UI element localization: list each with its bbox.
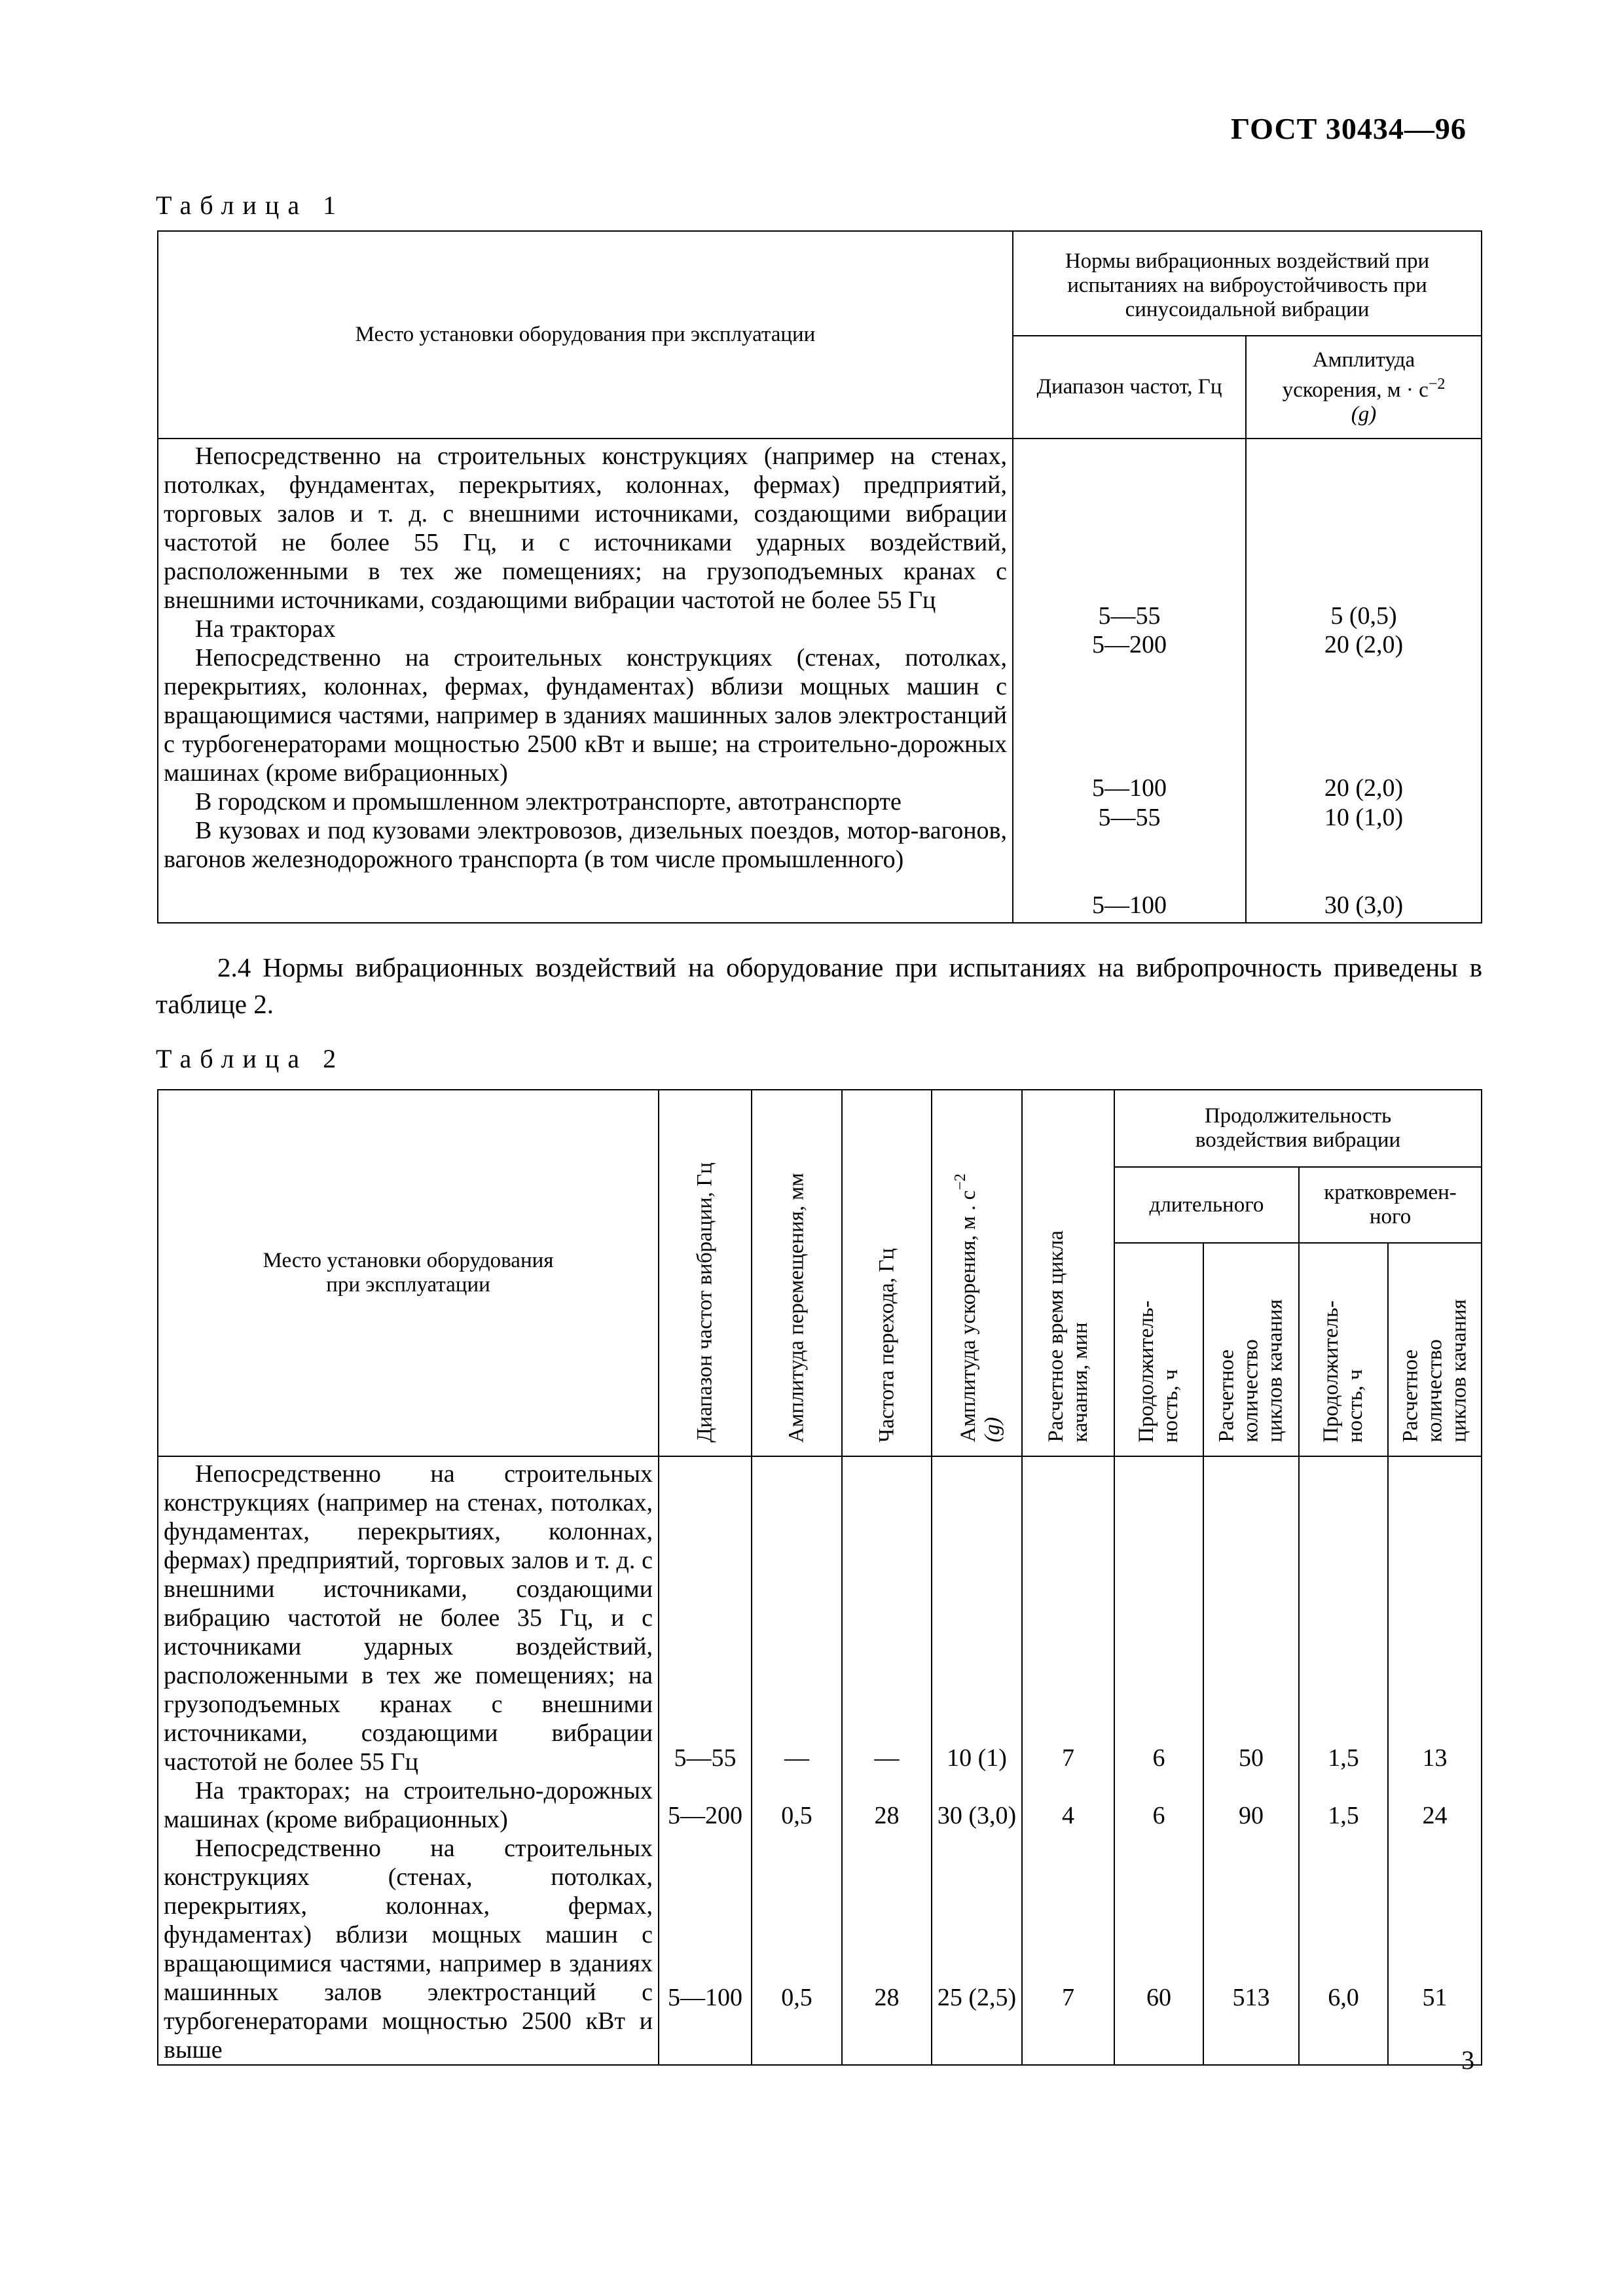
table1-header-group: Нормы вибрационных воздействий при испытаниях на виброустойчивость при синусоидальной вибрации: [1013, 231, 1482, 336]
table2-row-2-text: На тракторах; на строительно-дорожных машинах (кроме вибрационных): [164, 1777, 653, 1833]
paragraph-2-4: 2.4 Нормы вибрационных воздействий на оборудование при испытаниях на вибропрочность приведены в таблице 2.: [156, 952, 1482, 1019]
table2-row-1-val-5: 7: [1062, 1744, 1074, 1772]
table2-col-2: [752, 1456, 842, 2065]
table2-header-acceleration: Амплитуда ускорения, м . $с^{-2}$ (g): [932, 1090, 1022, 1456]
table2-col-1: [659, 1456, 752, 2065]
table2-col-4: [932, 1456, 1022, 2065]
table2-row-2-val-1: 5—200: [668, 1802, 742, 1829]
table2-row-2-val-9: 24: [1422, 1802, 1448, 1829]
table2-row-3-text: Непосредственно на строительных конструкциях (стенах, потолках, перекрытиях, колоннах, фермах, фундаментах) вблизи мощных машин с вращающимися частями, например в зданиях машинных залов электростанций с турбогенераторами мощностью 2500 кВт и выше: [164, 1835, 653, 2064]
table2-row-2-val-4: 30 (3,0): [937, 1802, 1017, 1829]
table1-row-1-text: Непосредственно на строительных конструкциях (например на стенах, потолках, фундаментах, перекрытиях, колоннах, фермах) предприятий, торговых залов и т. д. с внешними источниками, создающими вибрации частотой не более 55 Гц, и с источниками ударных воздействий, расположенными в тех же помещениях; на грузоподъемных кранах с внешними источниками, создающими вибрации частотой не более 55 Гц: [164, 442, 1007, 614]
table2-row-3-val-2: 0,5: [781, 1984, 812, 2011]
table2-header-place: Место установки оборудования при эксплуатации: [158, 1090, 659, 1456]
table2-row-1-val-9: 13: [1422, 1744, 1448, 1772]
table1-row-5-accel: 30 (3,0): [1324, 891, 1404, 919]
table2-header-duration-h-short: Продолжитель- ность, ч: [1299, 1243, 1388, 1456]
table1-row-4-accel: 10 (1,0): [1324, 804, 1404, 831]
table1-body-freq: [1013, 439, 1246, 923]
table2-row-1-val-2: —: [784, 1744, 809, 1772]
table2-header-short: кратковремен- ного: [1299, 1167, 1482, 1243]
table2-header-cycle-time: Расчетное время цикла качания, мин: [1022, 1090, 1114, 1456]
table2-row-1-val-3: —: [874, 1744, 900, 1772]
table2-header-displacement: Амплитуда перемещения, мм: [752, 1090, 842, 1456]
table1-header-place: Место установки оборудования при эксплуатации: [158, 231, 1013, 439]
table2-col-8: [1299, 1456, 1388, 2065]
table2-row-2-val-7: 90: [1239, 1802, 1264, 1829]
table2-row-2-val-8: 1,5: [1328, 1802, 1359, 1829]
table1-row-2-freq: 5—200: [1092, 631, 1167, 658]
table2-row-1-val-7: 50: [1239, 1744, 1264, 1772]
table2-row-3-val-1: 5—100: [668, 1984, 742, 2011]
table2-row-2-val-5: 4: [1062, 1802, 1074, 1829]
table2-row-3-val-5: 7: [1062, 1984, 1074, 2011]
table2-col-9: [1388, 1456, 1482, 2065]
table2-col-5: [1022, 1456, 1114, 2065]
table1-caption: Таблица 1: [156, 190, 345, 220]
table2-col-6: [1114, 1456, 1203, 2065]
table2-row-3-val-3: 28: [874, 1984, 900, 2011]
page-number: 3: [1461, 2045, 1474, 2075]
table2-header-long: длительного: [1114, 1167, 1299, 1243]
table2-row-3-val-7: 513: [1232, 1984, 1270, 2011]
table2-header-cycles-long: Расчетное количество циклов качания: [1203, 1243, 1299, 1456]
table1-row-1-accel: 5 (0,5): [1330, 602, 1397, 630]
table2-row-2-val-6: 6: [1152, 1802, 1165, 1829]
table1-header-freq: Диапазон частот, Гц: [1013, 336, 1246, 439]
table2-col-3: [842, 1456, 932, 2065]
table1-row-4-text: В городском и промышленном электротранспорте, автотранспорте: [195, 788, 902, 816]
table2-header-duration: Продолжительность воздействия вибрации: [1114, 1090, 1482, 1167]
table1-row-3-text: Непосредственно на строительных конструкциях (стенах, потолках, перекрытиях, колоннах, фермах, фундаментах) вблизи мощных машин с вращающимися частями, например в зданиях машинных залов электростанций с турбогенераторами мощностью 2500 кВт и выше; на строительно-дорожных машинах (кроме вибрационных): [164, 644, 1007, 787]
table1-header-accel: Амплитуда ускорения, $м \cdot с^{-2}$ (g): [1246, 336, 1482, 439]
table2-header-crossover: Частота перехода, Гц: [842, 1090, 932, 1456]
table2-header-duration-h-long: Продолжитель- ность, ч: [1114, 1243, 1203, 1456]
table1-body-accel: [1246, 439, 1482, 923]
table1-body-place: [158, 439, 1013, 923]
table1-row-3-accel: 20 (2,0): [1324, 774, 1404, 802]
table1-row-2-text: На тракторах: [195, 615, 336, 643]
table1-row-1-freq: 5—55: [1098, 602, 1161, 630]
table2-row-1-val-4: 10 (1): [947, 1744, 1007, 1772]
table2-row-1-text: Непосредственно на строительных конструкциях (например на стенах, потолках, фундаментах, перекрытиях, колоннах, фермах) предприятий, торговых залов и т. д. с внешними источниками, создающими вибрацию частотой не более 35 Гц, и с источниками ударных воздействий, расположенными в тех же помещениях; на грузоподъемных кранах с внешними источниками, создающими вибрации частотой не более 55 Гц: [164, 1460, 653, 1776]
table2-row-3-val-8: 6,0: [1328, 1984, 1359, 2011]
table1-row-3-freq: 5—100: [1092, 774, 1167, 802]
table2-row-1-val-8: 1,5: [1328, 1744, 1359, 1772]
table2-row-1-val-6: 6: [1152, 1744, 1165, 1772]
table2-row-3-val-9: 51: [1422, 1984, 1448, 2011]
table1: [157, 230, 1482, 924]
table1-row-5-freq: 5—100: [1092, 891, 1167, 919]
table2-header-cycles-short: Расчетное количество циклов качания: [1388, 1243, 1482, 1456]
document-code: ГОСТ 30434—96: [1231, 112, 1467, 145]
table2-header-freq-range: Диапазон частот вибрации, Гц: [659, 1090, 752, 1456]
table2-row-2-val-2: 0,5: [781, 1802, 812, 1829]
table2: [157, 1089, 1482, 2066]
table2-caption: Таблица 2: [156, 1044, 345, 1073]
table2-row-2-val-3: 28: [874, 1802, 900, 1829]
table2-row-3-val-6: 60: [1146, 1984, 1171, 2011]
table2-row-1-val-1: 5—55: [674, 1744, 737, 1772]
table2-row-3-val-4: 25 (2,5): [937, 1984, 1017, 2011]
table1-row-5-text: В кузовах и под кузовами электровозов, дизельных поездов, мотор-вагонов, вагонов железнодорожного транспорта (в том числе промышленного): [164, 817, 1007, 873]
table2-body-place: [158, 1456, 659, 2065]
table2-col-7: [1203, 1456, 1299, 2065]
table1-row-2-accel: 20 (2,0): [1324, 631, 1404, 658]
table1-row-4-freq: 5—55: [1098, 804, 1161, 831]
